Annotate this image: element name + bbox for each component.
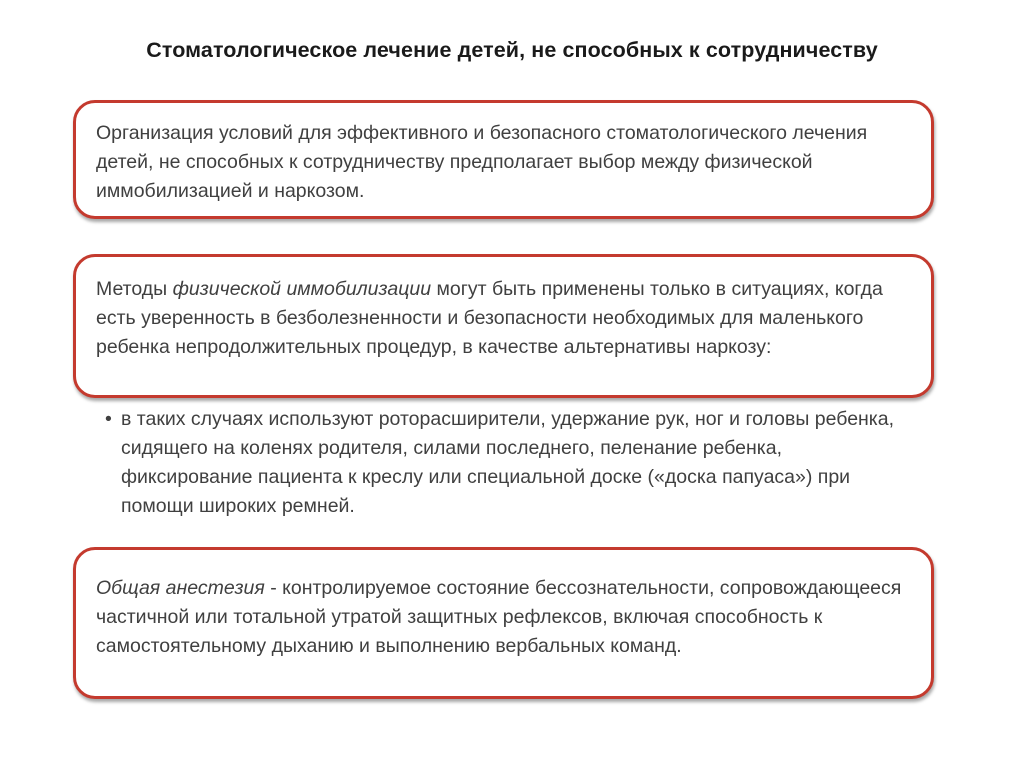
definition-box-conditions [73, 100, 934, 219]
definition-box-anesthesia [73, 547, 934, 699]
bullet-text: в таких случаях используют роторасширители, удержание рук, ног и головы ребенка, сидящего на коленях родителя, силами последнего, пеленание ребенка, фиксирование пациента к креслу или специальной доске («доска папуаса») при помощи широких ремней. [121, 408, 895, 517]
conditions-text: Организация условий для эффективного и безопасного стоматологического лечения детей, не способных к сотрудничеству предполагает выбор между физической иммобилизацией и наркозом. [96, 122, 868, 202]
immobilization-text-start: Методы [96, 278, 173, 300]
bullet-marker: • [105, 408, 112, 430]
immobilization-bullet [105, 405, 905, 521]
definition-box-immobilization [73, 254, 934, 398]
immobilization-term: физической иммобилизации [172, 278, 432, 300]
slide-title: Стоматологическое лечение детей, не способных к сотрудничеству [146, 38, 878, 62]
anesthesia-text: - контролируемое состояние бессознательности, сопровождающееся частичной или тотальной утратой защитных рефлексов, включая способность к самостоятельному дыханию и выполнению вербальных команд. [96, 577, 902, 657]
anesthesia-term: Общая анестезия [96, 577, 265, 599]
immobilization-text-end: могут быть применены только в ситуациях, когда есть уверенность в безболезненности и безопасности необходимых для маленького ребенка непродолжительных процедур, в качестве альтернативы наркозу: [96, 278, 883, 358]
